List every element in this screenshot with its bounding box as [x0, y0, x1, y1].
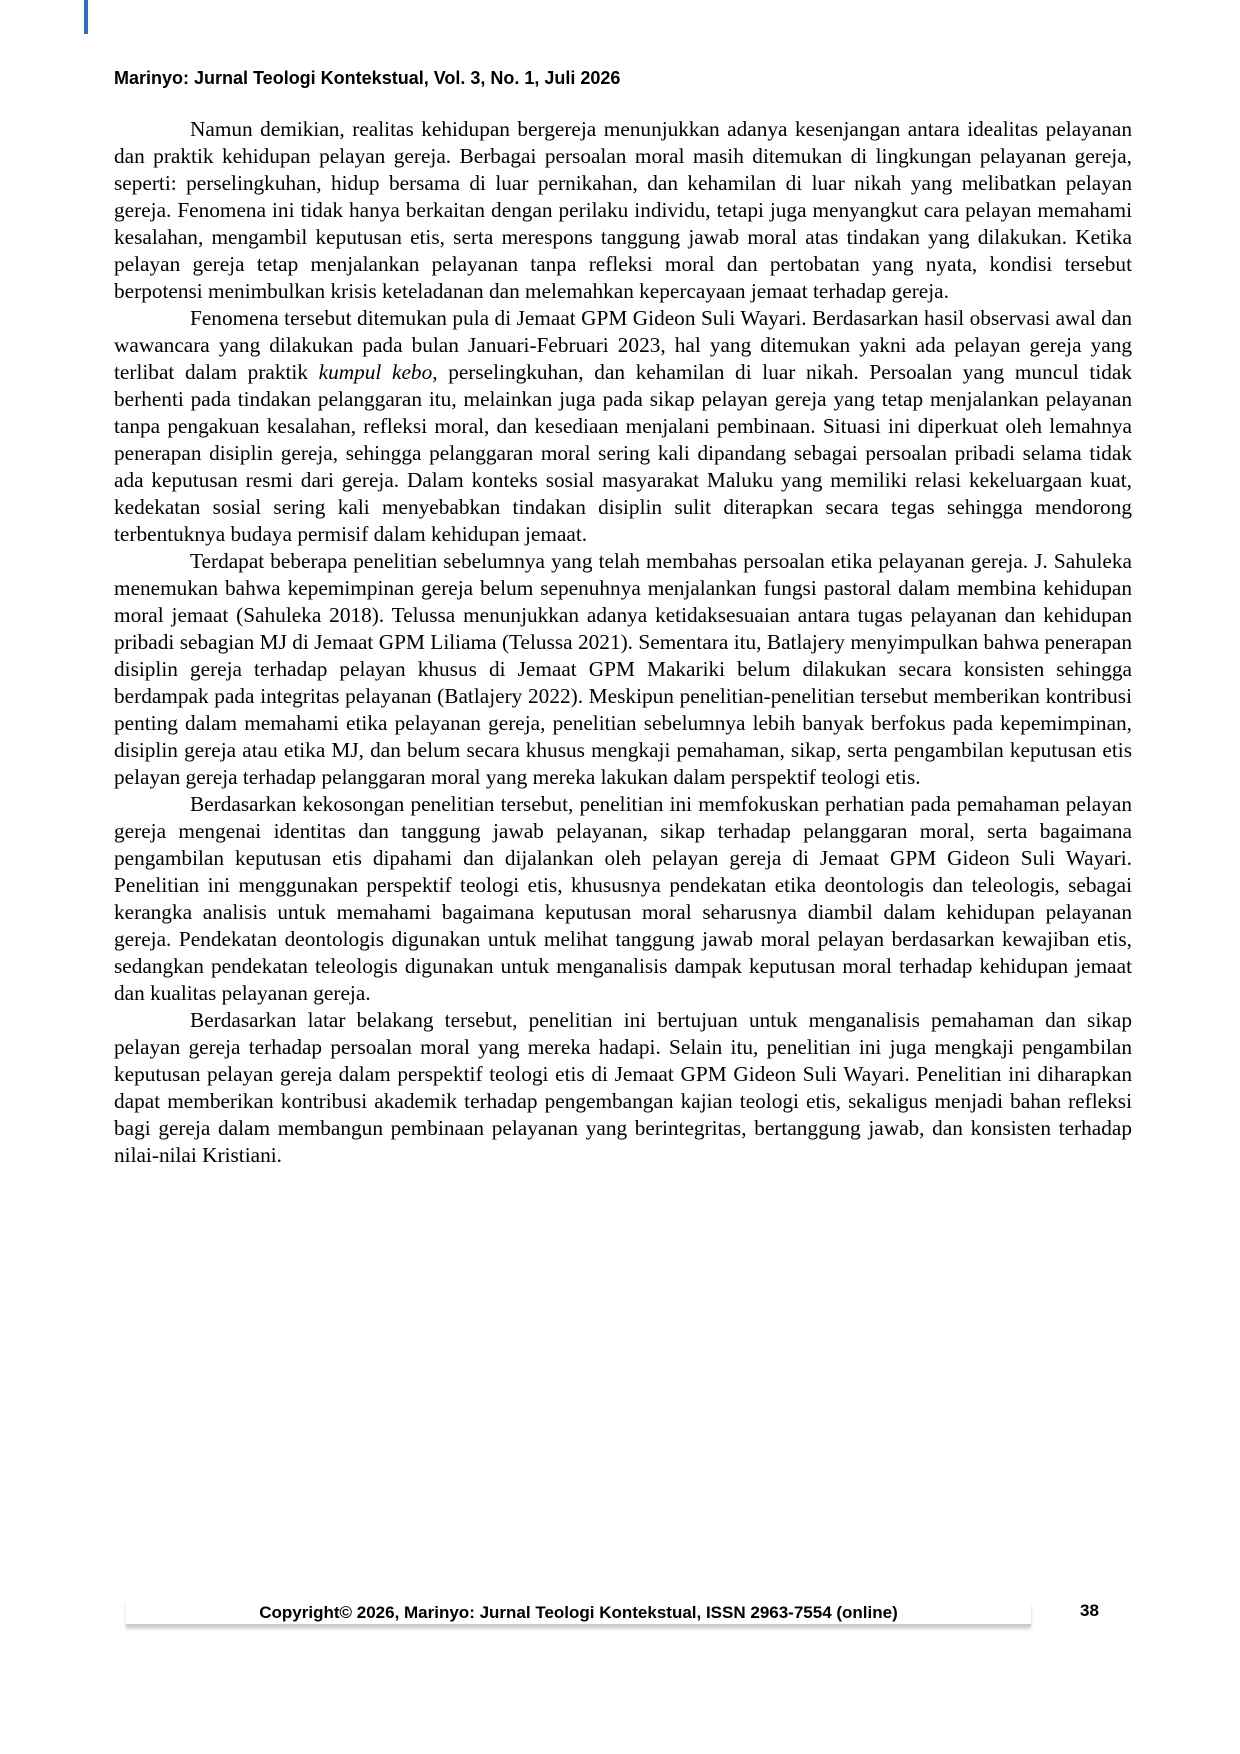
footer-bar — [126, 1602, 1031, 1626]
page-number: 38 — [1080, 1601, 1099, 1620]
footer-copyright: Copyright© 2026, Marinyo: Jurnal Teologi Kontekstual, ISSN 2963-7554 (online) — [259, 1603, 898, 1622]
running-header: Marinyo: Jurnal Teologi Kontekstual, Vol. 3, No. 1, Juli 2026 — [114, 68, 621, 88]
body-text — [114, 116, 1132, 1169]
paragraph-1: Namun demikian, realitas kehidupan bergereja menunjukkan adanya kesenjangan antara idealitas pelayanan dan praktik kehidupan pelayan gereja. Berbagai persoalan moral masih ditemukan di lingkungan pelayanan gereja, seperti: perselingkuhan, hidup bersama di luar pernikahan, dan kehamilan di luar nikah yang melibatkan pelayan gereja. Fenomena ini tidak hanya berkaitan dengan perilaku individu, tetapi juga menyangkut cara pelayan memahami kesalahan, mengambil keputusan etis, serta merespons tanggung jawab moral atas tindakan yang dilakukan. Ketika pelayan gereja tetap menjalankan pelayanan tanpa refleksi moral dan pertobatan yang nyata, kondisi tersebut berpotensi menimbulkan krisis keteladanan dan melemahkan kepercayaan jemaat terhadap gereja. — [114, 117, 1132, 303]
paragraph-2-part-2: , perselingkuhan, dan kehamilan di luar nikah. Persoalan yang muncul tidak berhenti pada tindakan pelanggaran itu, melainkan juga pada sikap pelayan gereja yang tetap menjalankan pelayanan tanpa pengakuan kesalahan, refleksi moral, dan kesediaan menjalani pembinaan. Situasi ini diperkuat oleh lemahnya penerapan disiplin gereja, sehingga pelanggaran moral sering kali dipandang sebagai persoalan pribadi selama tidak ada keputusan resmi dari gereja. Dalam konteks sosial masyarakat Maluku yang memiliki relasi kekeluargaan kuat, kedekatan sosial sering kali menyebabkan tindakan disiplin sulit diterapkan secara tegas sehingga mendorong terbentuknya budaya permisif dalam kehidupan jemaat. — [114, 360, 1132, 546]
paragraph-4: Berdasarkan kekosongan penelitian tersebut, penelitian ini memfokuskan perhatian pada pemahaman pelayan gereja mengenai identitas dan tanggung jawab pelayanan, sikap terhadap pelanggaran moral, serta bagaimana pengambilan keputusan etis dipahami dan dijalankan oleh pelayan gereja di Jemaat GPM Gideon Suli Wayari. Penelitian ini menggunakan perspektif teologi etis, khususnya pendekatan etika deontologis dan teleologis, sebagai kerangka analisis untuk memahami bagaimana keputusan moral seharusnya diambil dalam kehidupan pelayanan gereja. Pendekatan deontologis digunakan untuk melihat tanggung jawab moral pelayan berdasarkan kewajiban etis, sedangkan pendekatan teleologis digunakan untuk menganalisis dampak keputusan moral terhadap kehidupan jemaat dan kualitas pelayanan gereja. — [114, 792, 1132, 1005]
paragraph-2 — [114, 305, 1132, 548]
paragraph-5: Berdasarkan latar belakang tersebut, penelitian ini bertujuan untuk menganalisis pemahaman dan sikap pelayan gereja terhadap persoalan moral yang mereka hadapi. Selain itu, penelitian ini juga mengkaji pengambilan keputusan pelayan gereja dalam perspektif teologi etis di Jemaat GPM Gideon Suli Wayari. Penelitian ini diharapkan dapat memberikan kontribusi akademik terhadap pengembangan kajian teologi etis, sekaligus menjadi bahan refleksi bagi gereja dalam membangun pembinaan pelayanan yang berintegritas, bertanggung jawab, dan konsisten terhadap nilai-nilai Kristiani. — [114, 1008, 1132, 1167]
italic-term: kumpul kebo — [318, 360, 433, 384]
paragraph-3: Terdapat beberapa penelitian sebelumnya yang telah membahas persoalan etika pelayanan gereja. J. Sahuleka menemukan bahwa kepemimpinan gereja belum sepenuhnya menjalankan fungsi pastoral dalam membina kehidupan moral jemaat (Sahuleka 2018). Telussa menunjukkan adanya ketidaksesuaian antara tugas pelayanan dan kehidupan pribadi sebagian MJ di Jemaat GPM Liliama (Telussa 2021). Sementara itu, Batlajery menyimpulkan bahwa penerapan disiplin gereja terhadap pelayan khusus di Jemaat GPM Makariki belum dilakukan secara konsisten sehingga berdampak pada integritas pelayanan (Batlajery 2022). Meskipun penelitian-penelitian tersebut memberikan kontribusi penting dalam memahami etika pelayanan gereja, penelitian sebelumnya lebih banyak berfokus pada kepemimpinan, disiplin gereja atau etika MJ, dan belum secara khusus mengkaji pemahaman, sikap, serta pengambilan keputusan etis pelayan gereja terhadap pelanggaran moral yang mereka lakukan dalam perspektif teologi etis. — [114, 549, 1132, 789]
margin-accent-rule — [84, 0, 88, 34]
paragraph-2-part-1: Fenomena tersebut ditemukan pula di Jemaat GPM Gideon Suli Wayari. Berdasarkan hasil observasi awal dan wawancara yang dilakukan pada bulan Januari-Februari 2023, hal yang ditemukan yakni ada pelayan gereja yang terlibat dalam praktik — [114, 306, 1132, 384]
